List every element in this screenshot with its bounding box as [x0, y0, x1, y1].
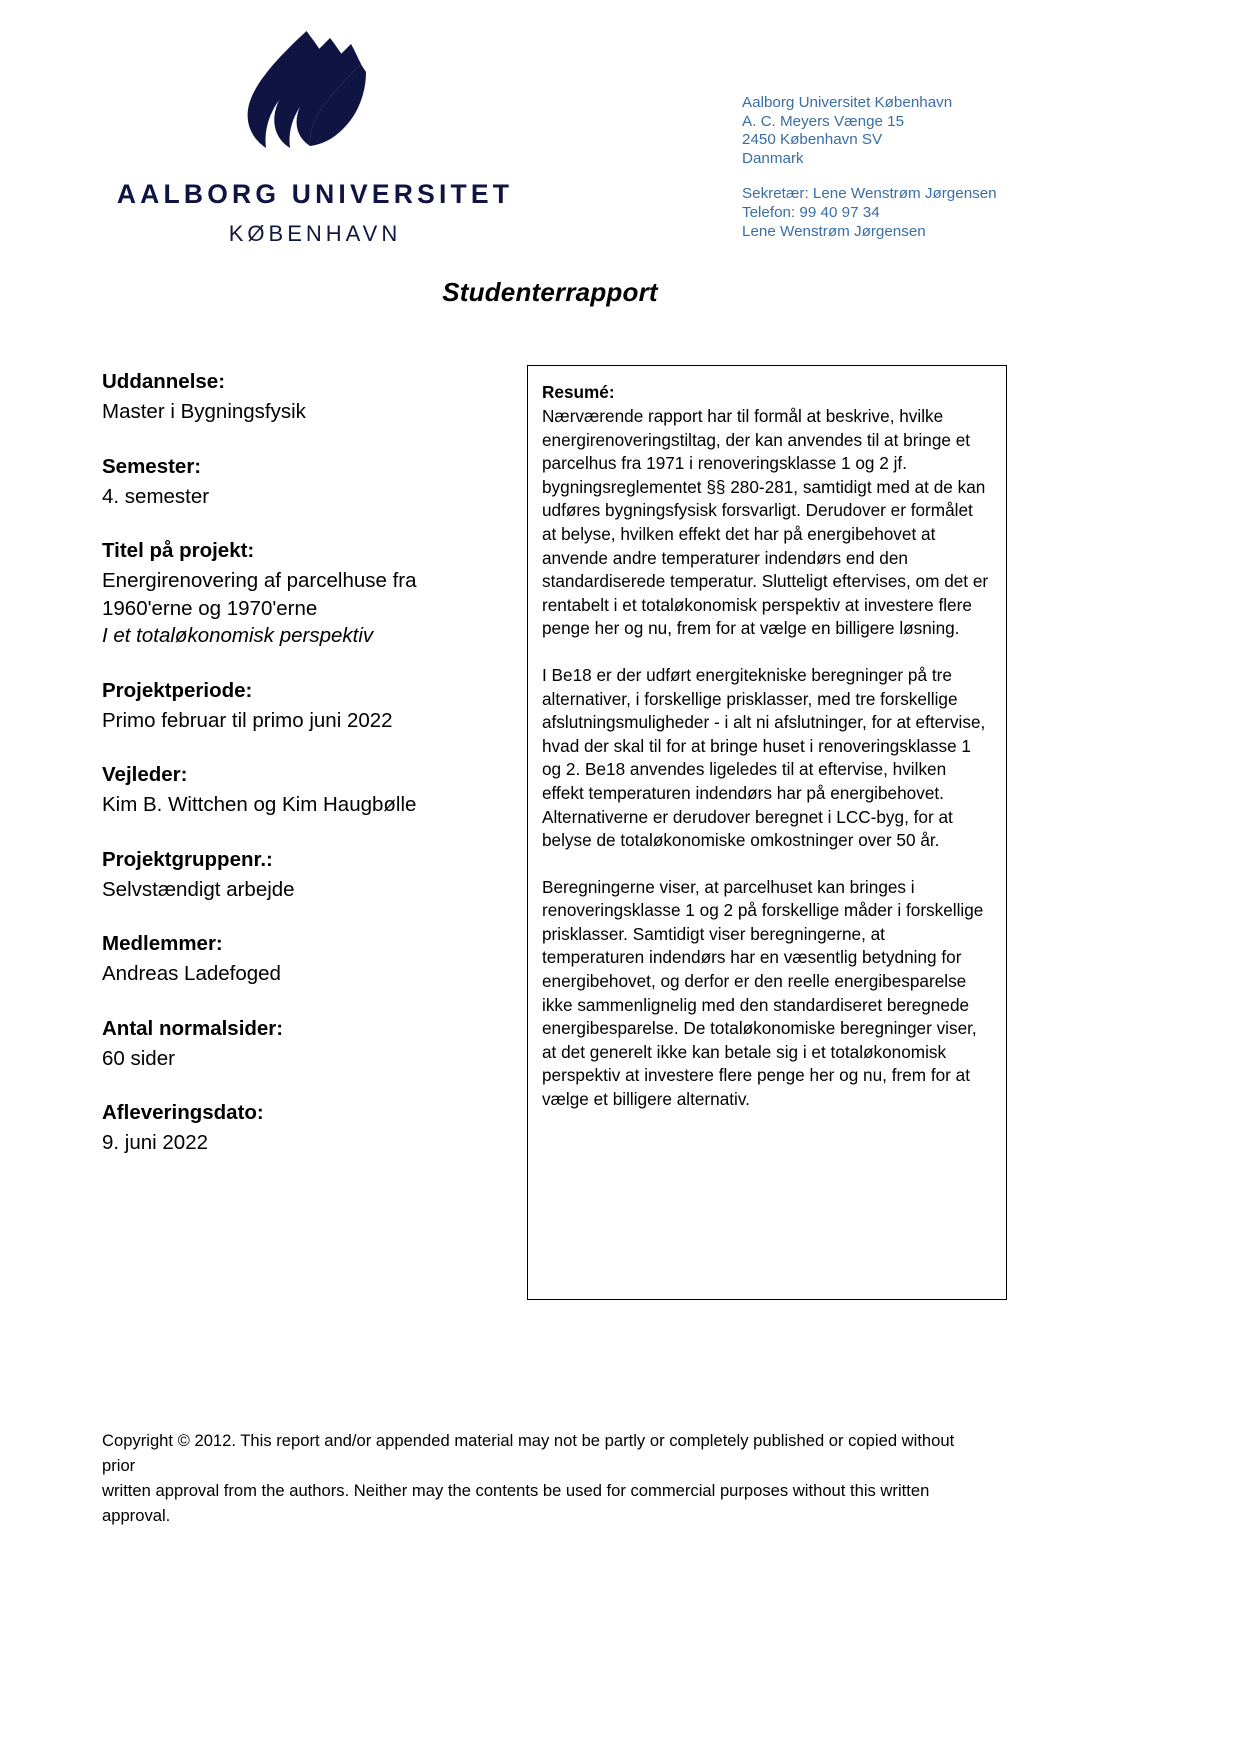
address-spacer	[742, 168, 1162, 185]
logo-sub-wordmark: KØBENHAVN	[228, 221, 402, 246]
page-header	[0, 0, 1240, 260]
field-label: Vejleder:	[102, 763, 188, 786]
field-value: Primo februar til primo juni 2022	[102, 708, 393, 732]
field-value: 9. juni 2022	[102, 1131, 209, 1154]
abstract-paragraph: Nærværende rapport har til formål at beskrive, hvilke energirenoveringstiltag, der kan anvendes til at bringe et parcelhus fra 1971 i renoveringsklasse 1 og 2 jf. bygningsreglementet §§ 280-281, samtidigt med at de kan udføres bygningsfysisk forsvarligt. Derudover er formålet at belyse, hvilken effekt det har på energibehovet at anvende andre temperaturer indendørs end den standardiserede temperatur. Slutteligt eftervises, om det er rentabelt i et totaløkonomisk perspektiv at investere flere penge her og nu, frem for at vælge en billigere løsning.	[542, 406, 989, 639]
field-antal-normalsider	[102, 1015, 502, 1073]
contact-line-phone: Telefon: 99 40 97 34	[742, 203, 880, 221]
field-value: Energirenovering af parcelhuse fra 1960'erne og 1970'erne	[102, 569, 417, 620]
field-medlemmer	[102, 930, 502, 988]
field-value: Master i Bygningsfysik	[102, 400, 306, 423]
address-line-city: 2450 København SV	[742, 131, 883, 149]
field-label: Projektperiode:	[102, 678, 253, 702]
field-label: Uddannelse:	[102, 370, 226, 393]
university-logo-block	[100, 28, 530, 247]
metadata-column	[102, 368, 502, 1157]
field-label: Titel på projekt:	[102, 539, 255, 562]
field-vejleder	[102, 761, 502, 819]
field-uddannelse	[102, 368, 502, 426]
footer-line-1: Copyright © 2012. This report and/or appended material may not be partly or completely published or copied without prior	[102, 1431, 955, 1475]
field-label: Semester:	[102, 454, 202, 478]
field-semester	[102, 453, 502, 511]
address-line-university: Aalborg Universitet København	[742, 94, 953, 111]
field-value: Selvstændigt arbejde	[102, 877, 295, 901]
contact-line-name: Lene Wenstrøm Jørgensen	[742, 222, 926, 240]
copyright-footer	[102, 1428, 982, 1528]
field-value: Kim B. Wittchen og Kim Haugbølle	[102, 793, 417, 816]
address-line-country: Danmark	[742, 149, 804, 167]
contact-line-secretary: Sekretær: Lene Wenstrøm Jørgensen	[742, 185, 997, 203]
field-value: Andreas Ladefoged	[102, 962, 281, 985]
abstract-paragraph: I Be18 er der udført energitekniske beregninger på tre alternativer, i forskellige prisklasser, med tre forskellige afslutningsmuligheder - i alt ni afslutninger, for at eftervise, hvad der skal til for at bringe huset i renoveringsklasse 1 og 2. Be18 anvendes ligeledes til at eftervise, hvilken effekt temperaturen indendørs har på energibehovet. Alternativerne er derudover beregnet i LCC-byg, for at belyse de totaløkonomiske omkostninger over 50 år.	[542, 664, 986, 851]
field-label: Projektgruppenr.:	[102, 847, 273, 871]
address-line-street: A. C. Meyers Vænge 15	[742, 112, 905, 130]
field-value: 60 sider	[102, 1046, 175, 1070]
abstract-box	[527, 365, 1007, 1300]
field-label: Antal normalsider:	[102, 1016, 284, 1040]
field-label: Afleveringsdato:	[102, 1101, 264, 1124]
abstract-paragraph: Beregningerne viser, at parcelhuset kan bringes i renoveringsklasse 1 og 2 på forskellige måder i forskellige prisklasser. Samtidigt viser beregningerne, at temperaturen indendørs har en væsentlig betydning for energibehovet, og derfor er den reelle energibesparelse ikke sammenlignelig med den standardiseret beregnede energibesparelse. De totaløkonomiske beregninger viser, at det generelt ikke kan betale sig i et totaløkonomisk perspektiv at investere flere penge her og nu, frem for at vælge et billigere alternativ.	[542, 876, 984, 1110]
logo-wordmark: AALBORG UNIVERSITET	[116, 179, 514, 209]
field-titel-paa-projekt	[102, 537, 502, 650]
field-projektgruppenr	[102, 846, 502, 904]
abstract-heading: Resumé:	[542, 382, 615, 402]
field-afleveringsdato	[102, 1099, 502, 1157]
field-label: Medlemmer:	[102, 932, 223, 955]
field-projektperiode	[102, 677, 502, 735]
page-title: Studenterrapport	[442, 277, 658, 307]
footer-line-2: written approval from the authors. Neither may the contents be used for commercial purposes without this written approval.	[102, 1481, 930, 1525]
field-value: 4. semester	[102, 484, 210, 508]
field-subtitle: I et totaløkonomisk perspektiv	[102, 624, 374, 647]
address-block	[742, 94, 1162, 241]
aalborg-university-flame-logo-icon	[210, 28, 420, 163]
